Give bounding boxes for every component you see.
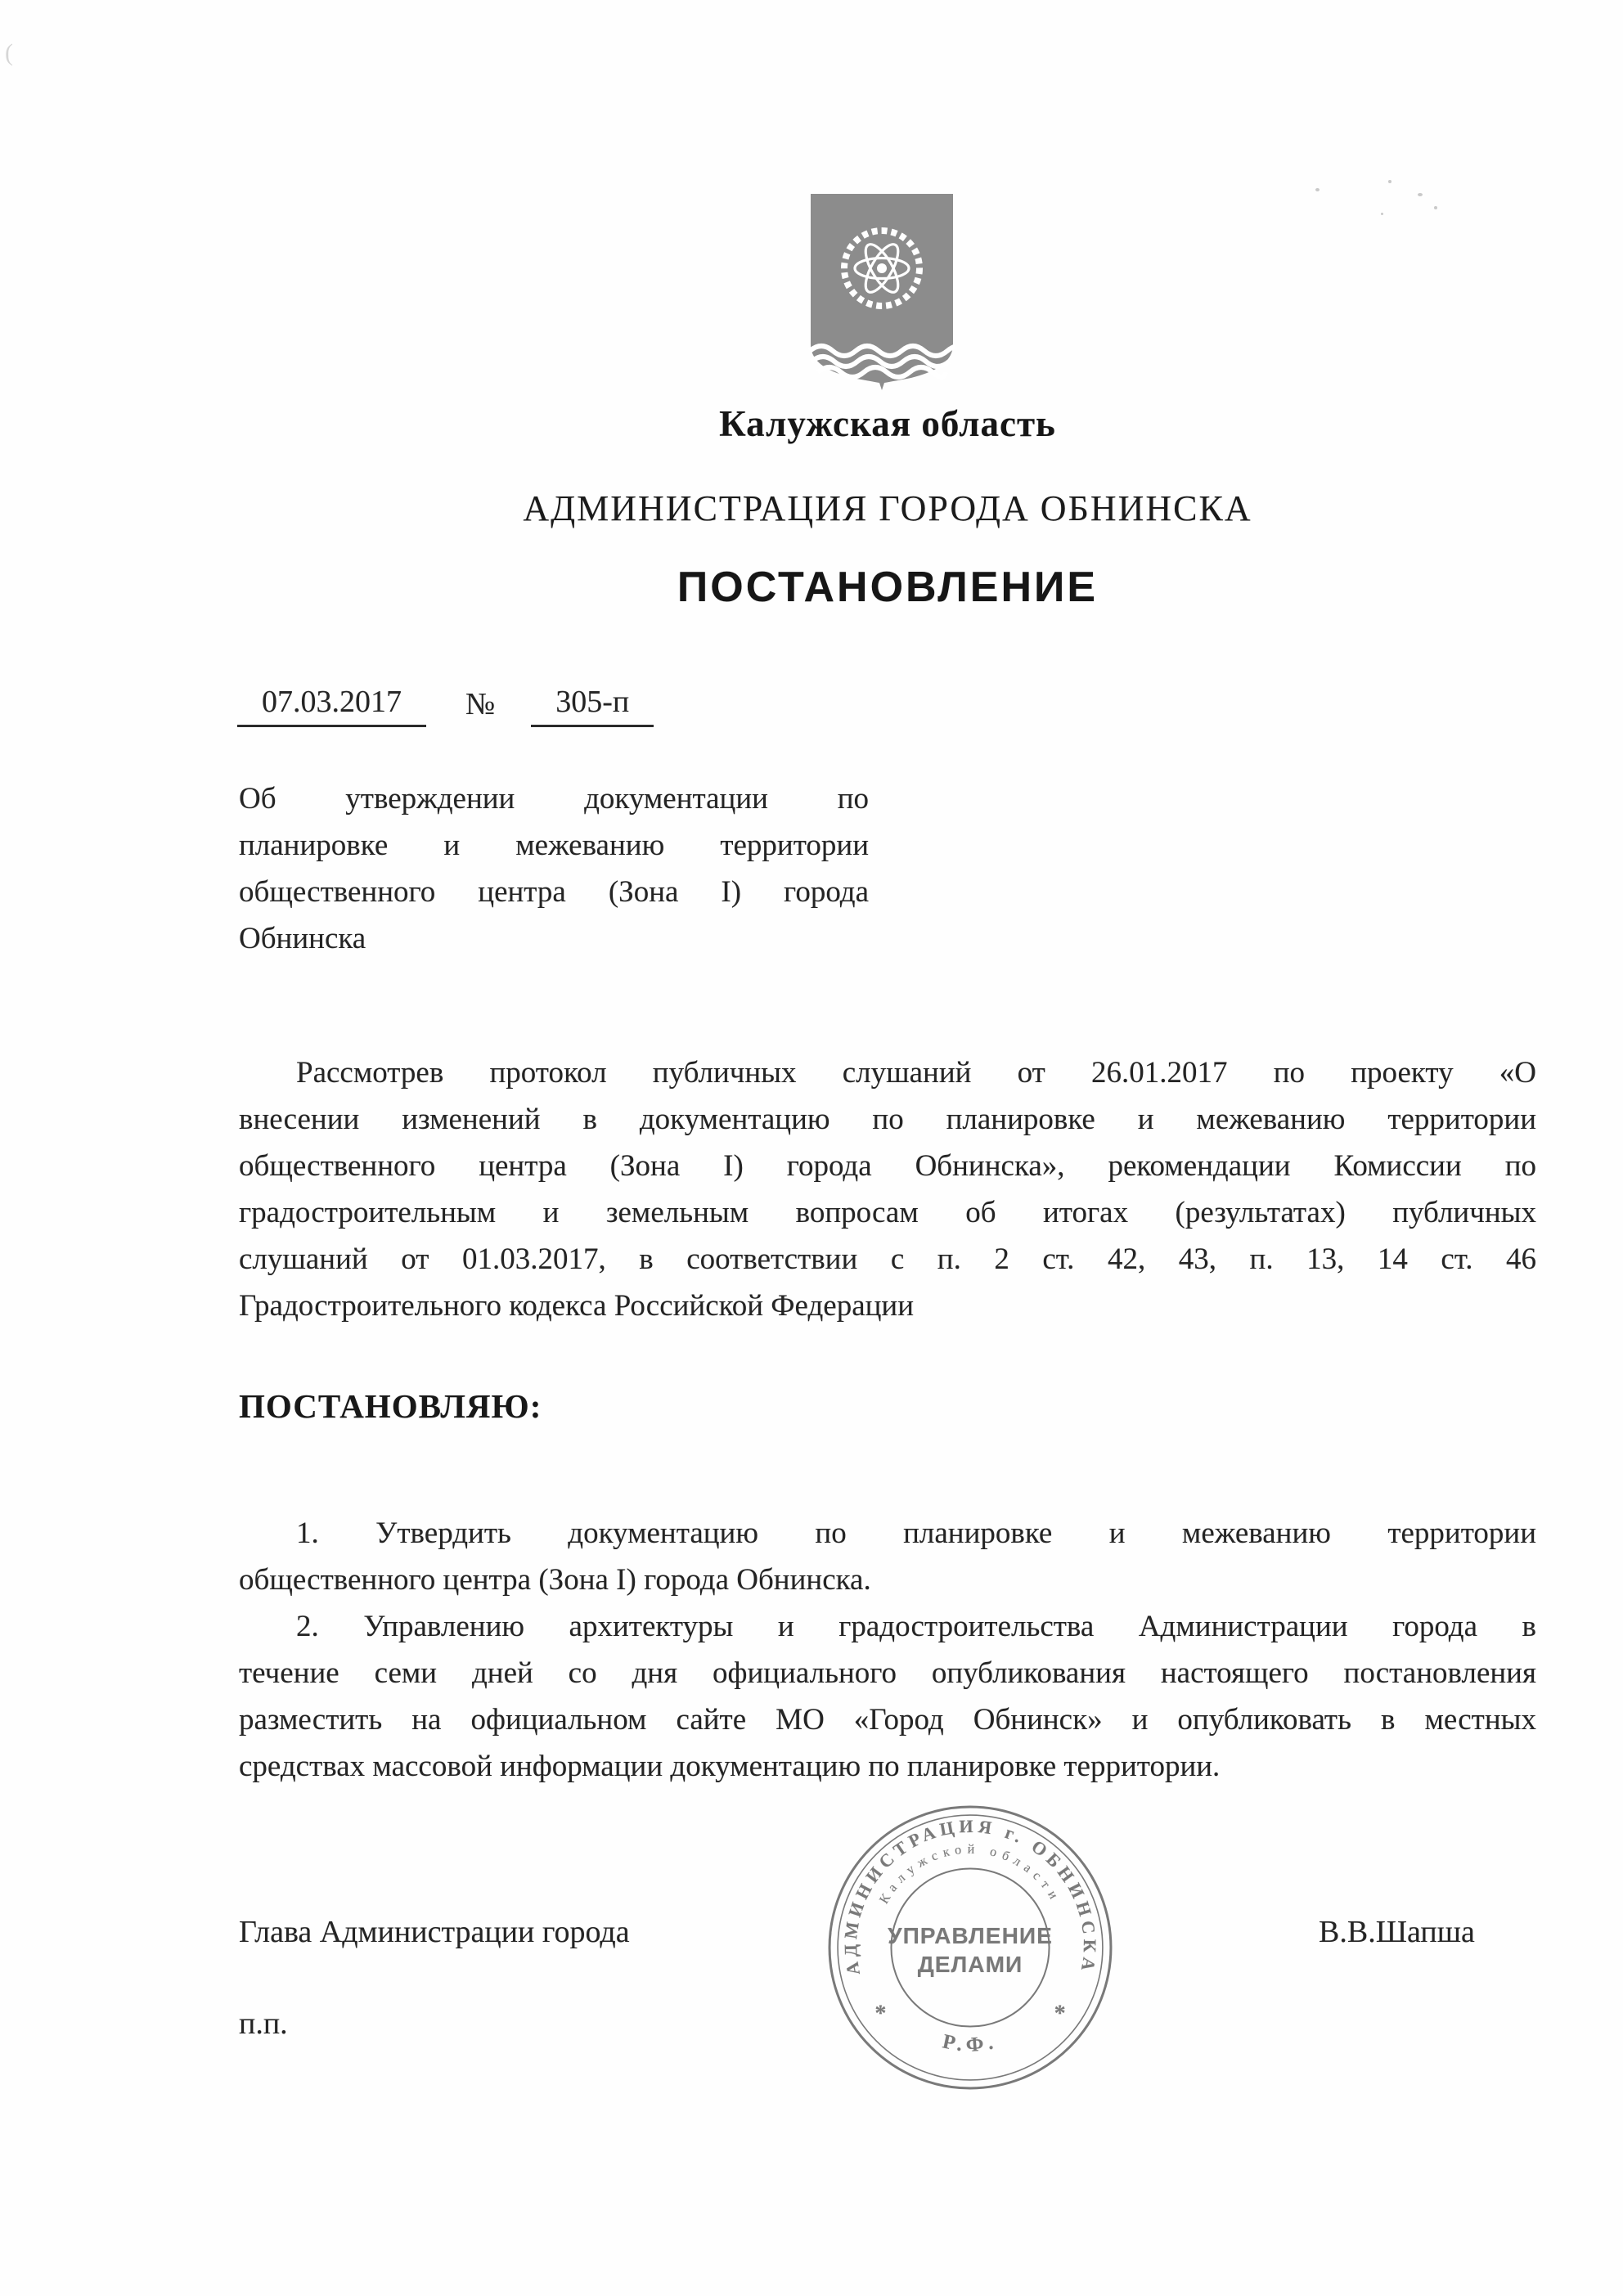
stamp-bottom-text: Р.Ф.	[940, 2030, 1000, 2057]
document-number: 305-п	[531, 684, 654, 727]
subject-paragraph	[239, 775, 869, 962]
date-number-row	[237, 684, 654, 727]
preamble-line: Градостроительного кодекса Российской Федерации	[239, 1289, 915, 1323]
coat-of-arms-icon	[808, 193, 955, 392]
preamble-line: внесении изменений в документацию по планировке и межеванию территории	[239, 1103, 1536, 1136]
document-type-title: ПОСТАНОВЛЕНИЕ	[677, 564, 1099, 611]
scan-artifact-pencil-mark: (	[5, 39, 13, 66]
resolve-heading: ПОСТАНОВЛЯЮ:	[239, 1387, 542, 1425]
scan-speck	[1381, 213, 1383, 215]
item-1-line: общественного центра (Зона I) города Обнинска.	[239, 1563, 871, 1597]
preamble-line: общественного центра (Зона I) города Обнинска», рекомендации Комиссии по	[239, 1149, 1536, 1183]
subject-line: Об утверждении документации по	[239, 782, 869, 816]
preamble-line: Рассмотрев протокол публичных слушаний от 26.01.2017 по проекту «О	[296, 1056, 1536, 1090]
subject-line: Обнинска	[239, 922, 366, 955]
organization-title: АДМИНИСТРАЦИЯ ГОРОДА ОБНИНСКА	[523, 488, 1252, 528]
item-1-line: 1. Утвердить документацию по планировке и межеванию территории	[296, 1516, 1536, 1550]
preamble-line: слушаний от 01.03.2017, в соответствии с п. 2 ст. 42, 43, п. 13, 14 ст. 46	[239, 1242, 1536, 1276]
item-2-line: течение семи дней со дня официального опубликования настоящего постановления	[239, 1656, 1536, 1690]
atom-nucleus	[877, 263, 887, 273]
resolution-items	[239, 1510, 1536, 1790]
official-stamp-seal	[825, 1802, 1116, 2093]
item-2-line: средствах массовой информации документацию по планировке территории.	[239, 1750, 1221, 1783]
scan-speck	[1434, 206, 1437, 209]
item-2-line: разместить на официальном сайте МО «Город Обнинск» и опубликовать в местных	[239, 1703, 1536, 1737]
stamp-center-line1: УПРАВЛЕНИЕ	[888, 1922, 1053, 1948]
stamp-star-right: *	[1054, 2001, 1066, 2027]
signature-title: Глава Администрации города	[239, 1915, 630, 1949]
subject-line: планировке и межеванию территории	[239, 829, 869, 862]
scan-speck	[1315, 188, 1320, 191]
scan-speck	[1418, 193, 1423, 196]
subject-line: общественного центра (Зона I) города	[239, 875, 869, 909]
stamp-center-line2: ДЕЛАМИ	[917, 1952, 1023, 1978]
preamble-paragraph	[239, 1049, 1536, 1329]
preamble-line: градостроительным и земельным вопросам об итогах (результатах) публичных	[239, 1196, 1536, 1229]
signature-name: В.В.Шапша	[1319, 1915, 1475, 1949]
region-title: Калужская область	[719, 403, 1056, 444]
pp-mark: п.п.	[239, 2006, 288, 2041]
stamp-region-arc-text: Калужской области	[877, 1842, 1063, 1907]
number-sign: №	[465, 687, 496, 721]
svg-text:Р.Ф.	[941, 2030, 1000, 2056]
stamp-star-left: *	[874, 2001, 887, 2027]
item-2-line: 2. Управлению архитектуры и градостроительства Администрации города в	[296, 1610, 1536, 1643]
scan-speck	[1388, 180, 1391, 183]
document-date: 07.03.2017	[237, 684, 426, 727]
stamp-ring-text: АДМИНИСТРАЦИЯ г. ОБНИНСКА	[840, 1815, 1100, 1977]
